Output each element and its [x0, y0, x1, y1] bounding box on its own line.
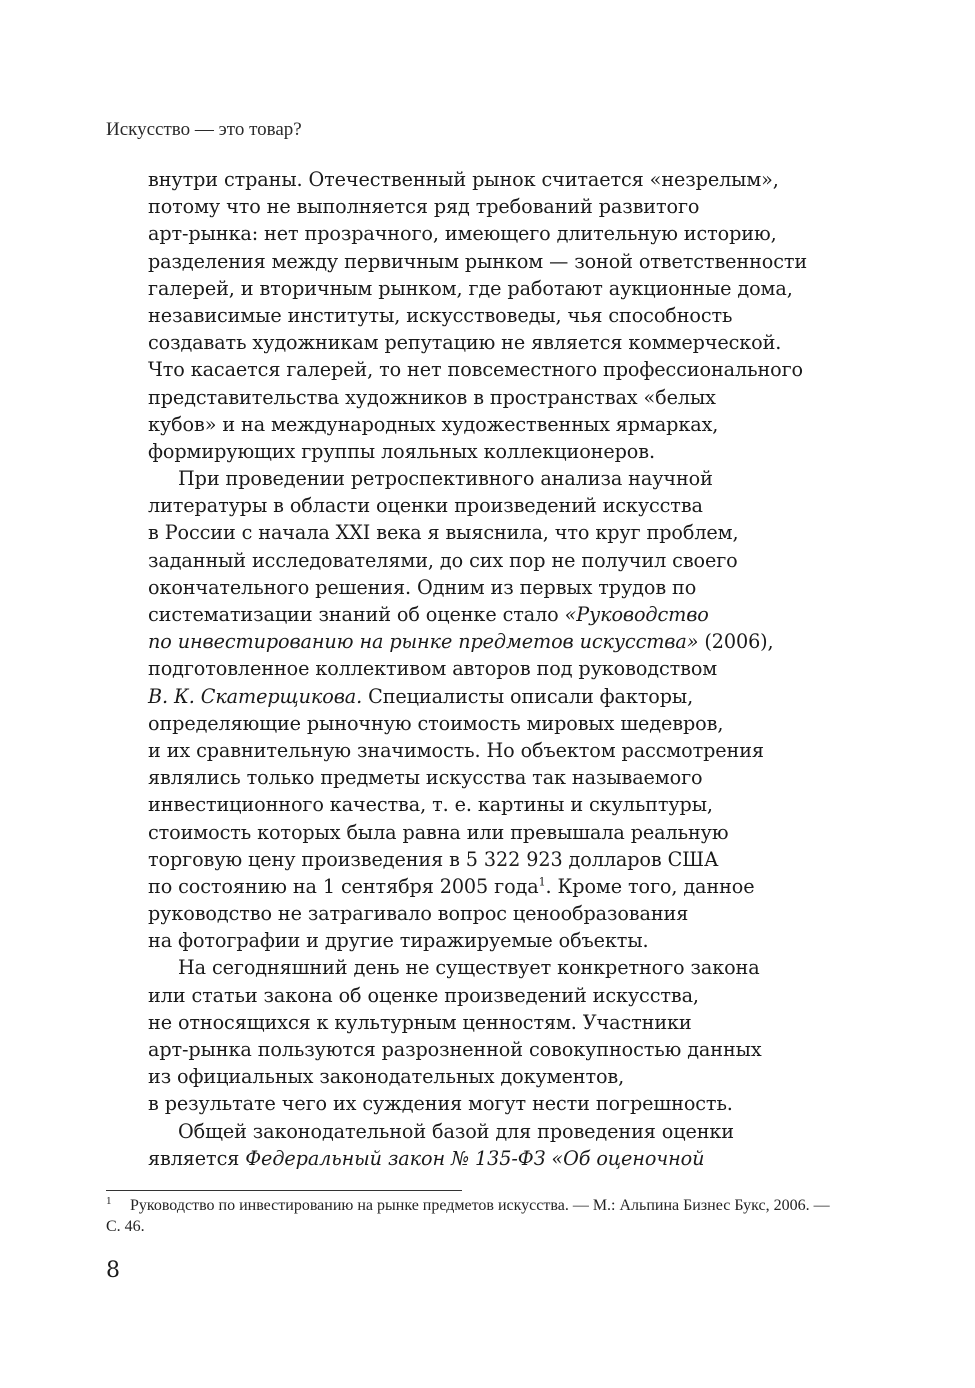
text-line: и их сравнительную значимость. Но объектом рассмотрения	[148, 738, 764, 762]
text-line: литературы в области оценки произведений искусства	[148, 494, 703, 518]
paragraph-start-line: При проведении ретроспективного анализа научной	[178, 467, 713, 491]
paragraph-start-line: На сегодняшний день не существует конкретного закона	[178, 956, 760, 980]
text-segment: . Кроме того, данное	[545, 874, 755, 898]
text-segment: Специалисты описали факторы,	[362, 684, 694, 708]
text-line: являлись только предметы искусства так называемого	[148, 766, 703, 790]
text-line: из официальных законодательных документов,	[148, 1065, 625, 1089]
text-line	[148, 1145, 868, 1172]
text-line: определяющие рыночную стоимость мировых шедевров,	[148, 711, 724, 735]
text-line: арт-рынка пользуются разрозненной совокупностью данных	[148, 1038, 762, 1061]
text-line	[148, 873, 868, 900]
text-line: внутри страны. Отечественный рынок считается «незрелым»,	[148, 168, 779, 191]
italic-author-name: В. К. Скатерщикова.	[148, 684, 363, 708]
footnote-line: С. 46.	[106, 1218, 145, 1235]
footnote-text: Руководство по инвестированию на рынке предметов искусства. — М.: Альпина Бизнес Букс, 2006. —	[130, 1197, 830, 1214]
text-line: стоимость которых была равна или превышала реальную	[148, 820, 729, 844]
text-line: инвестиционного качества, т. е. картины и скульптуры,	[148, 793, 713, 817]
text-line: Что касается галерей, то нет повсеместного профессионального	[148, 358, 803, 382]
text-line: формирующих группы лояльных коллекционеров.	[148, 439, 655, 463]
text-line: разделения между первичным рынком — зоной ответственности	[148, 249, 808, 273]
text-line: потому что не выполняется ряд требований развитого	[148, 195, 700, 219]
text-line	[148, 601, 868, 628]
text-line	[148, 683, 868, 710]
text-line	[148, 628, 868, 655]
text-line: окончательного решения. Одним из первых трудов по	[148, 575, 697, 599]
text-line: на фотографии и другие тиражируемые объекты.	[148, 929, 649, 953]
text-line: кубов» и на международных художественных ярмарках,	[148, 412, 719, 436]
text-line: или статьи закона об оценке произведений искусства,	[148, 983, 699, 1007]
text-segment: по состоянию на 1 сентября 2005 года	[148, 874, 539, 898]
italic-citation: по инвестированию на рынке предметов искусства»	[148, 630, 699, 654]
text-line: подготовленное коллективом авторов под руководством	[148, 657, 718, 681]
text-line: независимые институты, искусствоведы, чья способность	[148, 303, 733, 327]
page-number: 8	[106, 1258, 120, 1283]
footnote-divider	[106, 1190, 462, 1191]
footnote-reference[interactable]: 1	[538, 875, 546, 889]
text-line: представительства художников в пространствах «белых	[148, 385, 716, 409]
text-line: арт-рынка: нет прозрачного, имеющего длительную историю,	[148, 222, 777, 246]
text-line: торговую цену произведения в 5 322 923 долларов США	[148, 847, 719, 871]
body-text	[148, 166, 868, 1172]
paragraph-start-line: Общей законодательной базой для проведения оценки	[178, 1119, 734, 1143]
running-header: Искусство — это товар?	[106, 119, 302, 140]
text-segment: является	[148, 1146, 246, 1170]
text-segment: (2006),	[698, 630, 774, 654]
text-line: создавать художникам репутацию не является коммерческой.	[148, 331, 782, 355]
text-segment: систематизации знаний об оценке стало	[148, 603, 565, 626]
text-line: галерей, и вторичным рынком, где работают аукционные дома,	[148, 276, 793, 300]
footnote-line: 1 Руководство по инвестированию на рынке предметов искусства. — М.: Альпина Бизнес Букс, 2006. —	[106, 1194, 830, 1214]
text-line: заданный исследователями, до сих пор не получил своего	[148, 548, 738, 572]
footnote	[106, 1195, 886, 1237]
italic-law-title: Федеральный закон № 135-ФЗ «Об оценочной	[245, 1146, 705, 1170]
italic-citation: «Руководство	[564, 603, 709, 626]
text-line: в результате чего их суждения могут нести погрешность.	[148, 1092, 733, 1116]
text-line: в России с начала XXI века я выяснила, что круг проблем,	[148, 521, 739, 545]
text-line: не относящихся к культурным ценностям. Участники	[148, 1010, 692, 1034]
text-line: руководство не затрагивало вопрос ценообразования	[148, 902, 689, 926]
